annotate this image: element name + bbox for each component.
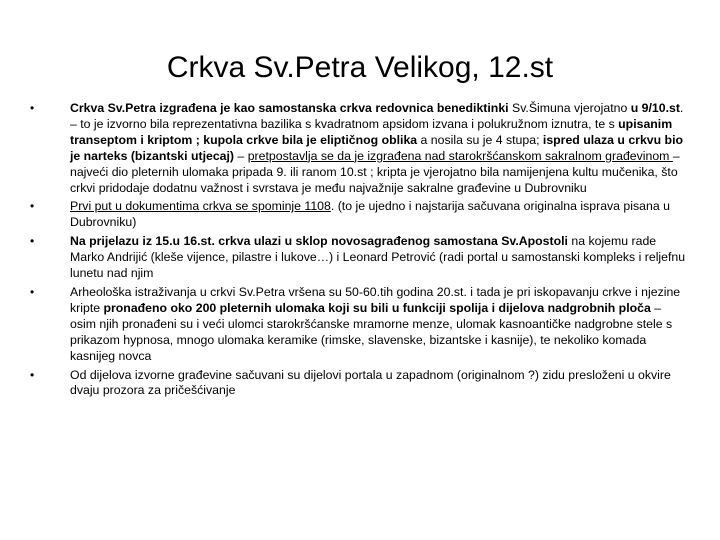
slide-title: Crkva Sv.Petra Velikog, 12.st	[166, 51, 554, 84]
bullet-marker: •	[30, 234, 35, 249]
bullet-text	[70, 368, 690, 400]
bullet-marker: •	[30, 101, 35, 115]
text-run: Arheološka istraživanja u crkvi Sv.Petra vršena su 50-60.tih godina 20.st. i tada je pri iskopavanju crkve i njezine kripte	[70, 284, 681, 315]
bullet-list	[30, 101, 690, 402]
text-run-bold: u 9/10.st	[630, 101, 680, 115]
text-run: . (to je ujedno i najstarija sačuvana originalna isprava pisana u Dubrovniku)	[70, 199, 670, 230]
text-run: – osim njih pronađeni su i veći ulomci starokršćanske mramorne menze, ulomak kasnoantičke nadgrobne stele s prikazom hypnosa, mnogo ulomaka keramike (rimske, slavenske, bizantske i kasnije), te nekoliko komada kasnijeg novca	[70, 300, 673, 363]
text-run: . – to je izvorno bila reprezentativna bazilika s kvadratnom apsidom izvana i polukružnom iznutra, te s	[70, 101, 684, 131]
text-run: Od dijelova izvorne građevine sačuvani su dijelovi portala u zapadnom (originalnom ?) zidu presloženi u okvire dvaju prozora za pričešćivanje	[70, 367, 671, 398]
bullet-item-1	[30, 101, 690, 196]
bullet-item-5	[30, 368, 690, 400]
bullet-marker: •	[30, 199, 35, 214]
bullet-item-2	[30, 199, 690, 231]
text-run-bold: upisanim transeptom i kriptom ; kupola crkve bila je eliptičnog oblika	[70, 116, 673, 147]
bullet-item-3	[30, 234, 690, 282]
text-run-bold: Crkva Sv.Petra izgrađena je kao samostanska crkva redovnica benediktinki	[70, 101, 512, 115]
text-run: a nosila su je 4 stupa;	[417, 132, 543, 147]
text-run-bold: Na prijelazu iz 15.u 16.st. crkva ulazi u sklop novosagrađenog samostana Sv.Apostoli	[70, 234, 568, 249]
bullet-text	[70, 285, 690, 365]
text-run-underline: Prvi put u dokumentima crkva se spominje 1108	[70, 199, 331, 214]
bullet-text	[70, 101, 690, 196]
bullet-marker: •	[30, 367, 35, 382]
text-run: Sv.Šimuna vjerojatno	[512, 101, 631, 115]
text-run-underline: pretpostavlja se da je izgrađena nad starokršćanskom sakralnom građevinom	[247, 148, 673, 163]
text-run: na kojemu rade Marko Andrijić (kleše vijence, pilastre i lukove…) i Leonard Petrović (radi portal u samostanski kompleks i reljefnu lunetu nad njim	[70, 234, 686, 281]
text-run-bold: ispred ulaza u crkvu bio je narteks (bizantski utjecaj)	[70, 132, 683, 163]
bullet-marker: •	[30, 284, 35, 299]
text-run: –	[234, 148, 248, 163]
text-run-bold: pronađeno oko 200 pleternih ulomaka koji su bili u funkciji spolija i dijelova nadgrobnih ploča	[103, 300, 651, 315]
text-run: – najveći dio pleternih ulomaka pripada 9. ili ranom 10.st ; kripta je vjerojatno bila namijenjena kultu mučenika, što crkvi pridodaje dodatnu važnost i svrstava je među najvažnije sakralne građevine u Dubrovniku	[70, 148, 680, 195]
bullet-item-4	[30, 285, 690, 365]
bullet-text	[70, 199, 690, 231]
bullet-text	[70, 234, 690, 282]
